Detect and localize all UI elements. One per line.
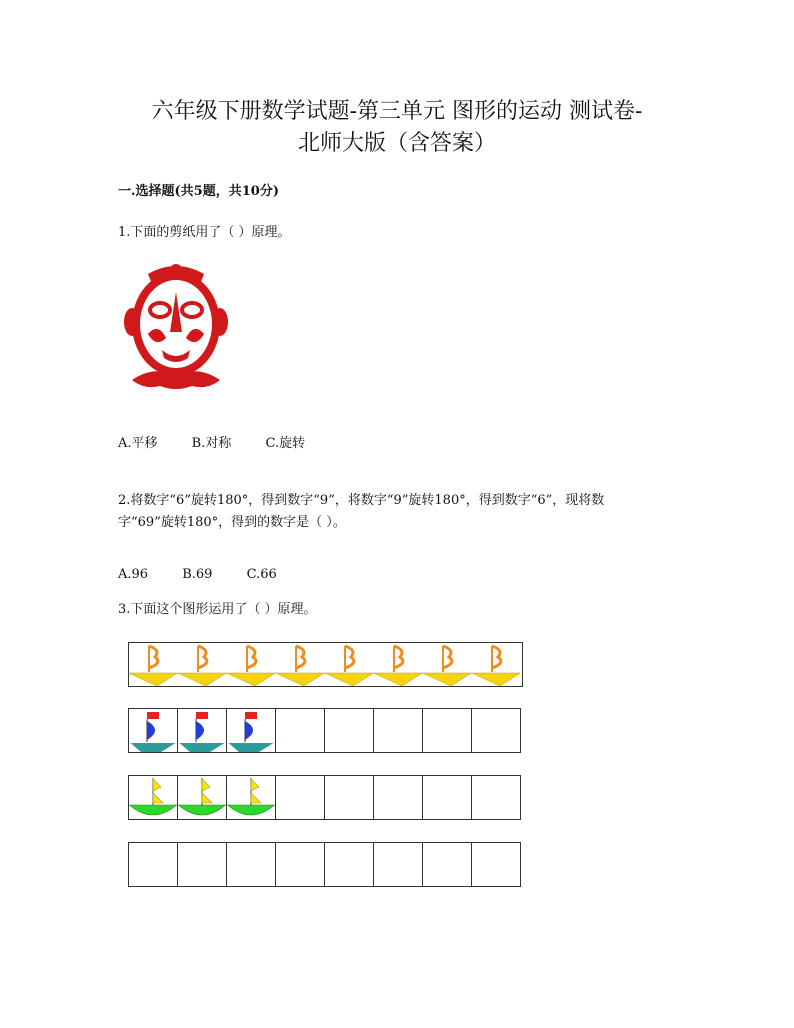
grid-cell	[178, 709, 227, 753]
grid-cell	[472, 709, 521, 753]
grid-cell	[423, 776, 472, 820]
figure-row-4	[128, 842, 524, 888]
grid-cell	[276, 843, 325, 887]
grid-cell	[374, 709, 423, 753]
question-2-text-line1: 2.将数字“6”旋转180°，得到数字“9”，将数字“9”旋转180°，得到数字“6”，现将数	[118, 493, 605, 508]
grid-cell	[423, 709, 472, 753]
section-heading: 一.选择题(共5题，共10分)	[118, 184, 279, 199]
grid-cell	[129, 843, 178, 887]
document-title-line2: 北师大版（含答案）	[297, 131, 496, 156]
grid-cell	[325, 843, 374, 887]
grid-cell	[276, 646, 325, 686]
figure-row-3	[128, 775, 524, 821]
grid-cell	[227, 843, 276, 887]
question-3-text: 3.下面这个图形运用了（ ）原理。	[118, 602, 317, 617]
grid-cell	[325, 646, 374, 686]
grid-cell	[129, 646, 178, 686]
grid-cell	[374, 843, 423, 887]
grid-cell	[374, 646, 423, 686]
grid-cell	[178, 843, 227, 887]
grid-cell	[423, 843, 472, 887]
grid-cell	[129, 709, 178, 753]
grid-cell	[227, 776, 276, 820]
grid-cell	[472, 776, 521, 820]
grid-cell	[276, 709, 325, 753]
papercut-mask-image	[118, 262, 234, 392]
yellow-flag-boat-row	[128, 775, 524, 821]
option-c[interactable]: C.66	[246, 567, 277, 582]
figure-row-1	[128, 642, 524, 688]
grid-cell	[178, 776, 227, 820]
grid-cell	[423, 646, 472, 686]
question-2-options	[118, 567, 307, 582]
question-1-options	[118, 432, 335, 451]
grid-cell	[129, 776, 178, 820]
option-a[interactable]: A.96	[118, 567, 149, 582]
grid-cell	[227, 709, 276, 753]
orange-flag-boat-row	[128, 642, 524, 688]
grid-cell	[276, 776, 325, 820]
grid-cell	[374, 776, 423, 820]
option-a[interactable]: A.平移	[118, 436, 158, 451]
grid-cell	[472, 843, 521, 887]
empty-grid-row	[128, 842, 524, 888]
blue-sail-boat-row	[128, 708, 524, 754]
figure-row-2	[128, 708, 524, 754]
option-b[interactable]: B.对称	[191, 436, 232, 451]
grid-cell	[178, 646, 227, 686]
question-2-text-line2: 字“69”旋转180°，得到的数字是（ ）。	[118, 515, 346, 530]
grid-cell	[325, 776, 374, 820]
option-c[interactable]: C.旋转	[265, 436, 306, 451]
grid-cell	[227, 646, 276, 686]
option-b[interactable]: B.69	[182, 567, 213, 582]
document-title-line1: 六年级下册数学试题-第三单元 图形的运动 测试卷-	[151, 99, 643, 124]
question-1-text: 1.下面的剪纸用了（ ）原理。	[118, 225, 291, 240]
grid-cell	[325, 709, 374, 753]
grid-cell	[472, 646, 521, 686]
